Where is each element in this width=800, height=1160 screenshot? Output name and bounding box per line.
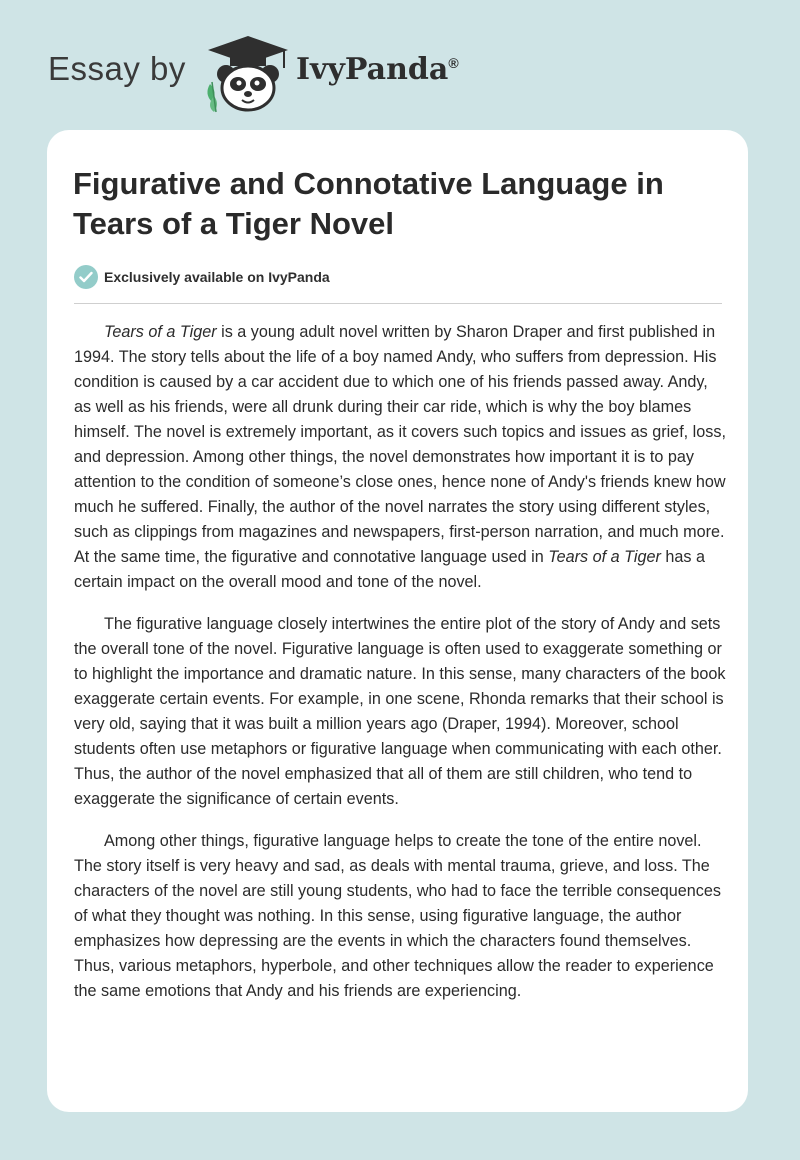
badge-label: Exclusively available on IvyPanda <box>104 269 330 285</box>
essay-title: Figurative and Connotative Language in Tears of a Tiger Novel <box>73 166 664 241</box>
exclusive-badge <box>74 264 330 290</box>
panda-logo-icon <box>200 34 296 114</box>
paragraph-text: is a young adult novel written by Sharon Draper and first published in 1994. The story tells about the life of a boy named Andy, who suffers from depression. His condition is caused by a car accident due to which one of his friends passed away. Andy, as well as his friends, were all drunk during their car ride, which is why the boy blames himself. The novel is extremely important, as it covers such topics and issues as grief, loss, and depression. Among other things, the novel demonstrates how important it is to pay attention to the condition of someone’s close ones, hence none of Andy's friends knew how much he suffered. Finally, the author of the novel narrates the story using different styles, such as clippings from magazines and newspapers, first-person narration, and much more. At the same time, the figurative and connotative language used in <box>74 323 726 566</box>
essay-card <box>47 130 748 1112</box>
paragraph <box>74 320 726 595</box>
brand-prefix: Essay by <box>48 50 186 87</box>
brand-header[interactable] <box>48 30 508 110</box>
paragraph-text: has a certain impact on the overall mood and tone of the novel. <box>74 548 705 591</box>
divider <box>74 303 722 304</box>
checkmark-icon <box>74 265 98 289</box>
book-title-italic: Tears of a Tiger <box>104 323 217 341</box>
paragraph: The figurative language closely intertwines the entire plot of the story of Andy and sets the overall tone of the novel. Figurative language is often used to exaggerate something or to highlight the importance and dramatic nature. In this sense, many characters of the book exaggerate certain events. For example, in one scene, Rhonda remarks that their school is very old, saying that it was built a million years ago (Draper, 1994). Moreover, school students often use metaphors or figurative language when communicating with each other. Thus, the author of the novel emphasized that all of them are still children, who tend to exaggerate the significance of certain events. <box>74 615 726 808</box>
book-title-italic: Tears of a Tiger <box>548 548 661 566</box>
essay-body <box>74 320 726 1021</box>
brand-name: IvyPanda® <box>296 52 459 87</box>
paragraph: Among other things, figurative language helps to create the tone of the entire novel. The story itself is very heavy and sad, as deals with mental trauma, grieve, and loss. The characters of the novel are still young students, who had to face the terrible consequences of what they thought was nothing. In this sense, using figurative language, the author emphasizes how depressing are the events in which the characters found themselves. Thus, various metaphors, hyperbole, and other techniques allow the reader to experience the same emotions that Andy and his friends are experiencing. <box>74 832 721 1000</box>
